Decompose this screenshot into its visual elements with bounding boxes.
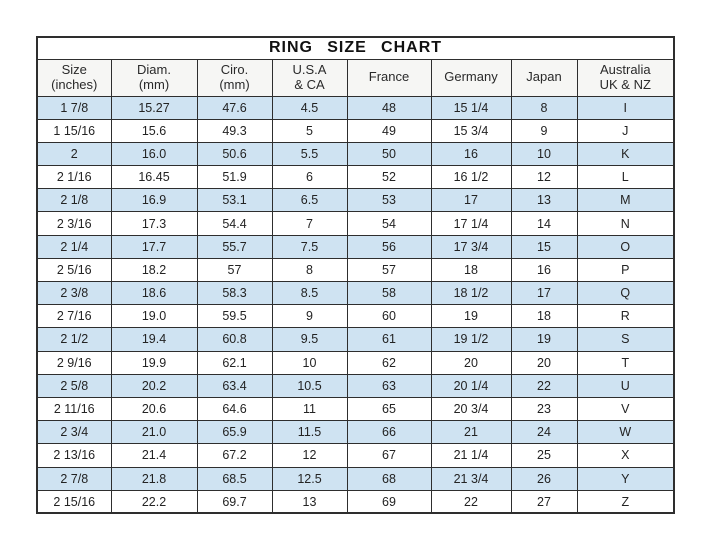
cell-size: 2 5/8 [37,374,111,397]
cell-size: 2 3/8 [37,282,111,305]
column-header-label: (mm) [219,76,250,92]
cell-germany: 21 3/4 [431,467,511,490]
cell-ciro: 59.5 [197,305,272,328]
cell-aus: Z [577,490,674,513]
column-header-label: Diam. [137,61,171,77]
cell-diam: 21.8 [111,467,197,490]
cell-germany: 15 3/4 [431,119,511,142]
cell-usa: 9.5 [272,328,347,351]
cell-diam: 21.4 [111,444,197,467]
column-header-label: Australia [599,61,651,77]
cell-germany: 18 [431,258,511,281]
cell-size: 2 7/8 [37,467,111,490]
cell-size: 2 1/4 [37,235,111,258]
cell-germany: 17 [431,189,511,212]
cell-france: 49 [347,119,431,142]
cell-france: 68 [347,467,431,490]
cell-size: 1 7/8 [37,96,111,119]
table-body [37,96,674,513]
cell-size: 2 1/2 [37,328,111,351]
cell-aus: O [577,235,674,258]
cell-aus: U [577,374,674,397]
cell-aus: S [577,328,674,351]
cell-ciro: 68.5 [197,467,272,490]
column-header-label: UK & NZ [599,76,651,92]
cell-germany: 21 1/4 [431,444,511,467]
cell-aus: K [577,142,674,165]
table-row [37,166,674,189]
cell-france: 53 [347,189,431,212]
page-title: RING SIZE CHART [37,37,674,59]
cell-size: 1 15/16 [37,119,111,142]
table-row [37,212,674,235]
table-row [37,421,674,444]
cell-france: 58 [347,282,431,305]
cell-usa: 13 [272,490,347,513]
cell-japan: 17 [511,282,577,305]
cell-diam: 15.6 [111,119,197,142]
cell-size: 2 7/16 [37,305,111,328]
cell-ciro: 64.6 [197,397,272,420]
column-header-label: U.S.A [292,61,327,77]
cell-size: 2 1/8 [37,189,111,212]
cell-france: 52 [347,166,431,189]
cell-germany: 19 1/2 [431,328,511,351]
cell-diam: 20.2 [111,374,197,397]
cell-size: 2 3/16 [37,212,111,235]
table-row [37,305,674,328]
ring-size-chart [36,36,673,514]
column-header-size [37,59,111,96]
cell-size: 2 13/16 [37,444,111,467]
column-header-label: (mm) [138,76,170,92]
cell-diam: 17.7 [111,235,197,258]
cell-aus: T [577,351,674,374]
cell-usa: 5 [272,119,347,142]
cell-germany: 17 3/4 [431,235,511,258]
cell-japan: 9 [511,119,577,142]
cell-size: 2 1/16 [37,166,111,189]
cell-diam: 18.6 [111,282,197,305]
cell-france: 54 [347,212,431,235]
cell-japan: 13 [511,189,577,212]
column-header-label: Size [61,61,87,77]
ring-size-table [36,36,675,514]
cell-germany: 22 [431,490,511,513]
header-row [37,59,674,96]
cell-germany: 20 1/4 [431,374,511,397]
cell-france: 62 [347,351,431,374]
cell-japan: 22 [511,374,577,397]
cell-usa: 6 [272,166,347,189]
cell-aus: X [577,444,674,467]
table-row [37,119,674,142]
cell-usa: 8.5 [272,282,347,305]
cell-ciro: 55.7 [197,235,272,258]
cell-usa: 12 [272,444,347,467]
table-row [37,142,674,165]
column-header-japan [511,59,577,96]
column-header-ciro [197,59,272,96]
cell-diam: 17.3 [111,212,197,235]
column-header-label: Germany [444,69,498,85]
cell-aus: J [577,119,674,142]
table-row [37,467,674,490]
cell-usa: 11.5 [272,421,347,444]
cell-ciro: 65.9 [197,421,272,444]
cell-ciro: 57 [197,258,272,281]
cell-diam: 16.45 [111,166,197,189]
cell-usa: 11 [272,397,347,420]
table-row [37,235,674,258]
cell-france: 69 [347,490,431,513]
cell-japan: 10 [511,142,577,165]
cell-germany: 20 [431,351,511,374]
cell-aus: R [577,305,674,328]
table-row [37,282,674,305]
cell-size: 2 15/16 [37,490,111,513]
table-row [37,374,674,397]
cell-germany: 20 3/4 [431,397,511,420]
cell-japan: 16 [511,258,577,281]
cell-aus: I [577,96,674,119]
cell-germany: 21 [431,421,511,444]
cell-usa: 12.5 [272,467,347,490]
cell-germany: 17 1/4 [431,212,511,235]
column-header-france [347,59,431,96]
cell-japan: 27 [511,490,577,513]
cell-usa: 4.5 [272,96,347,119]
cell-diam: 22.2 [111,490,197,513]
cell-usa: 5.5 [272,142,347,165]
cell-germany: 18 1/2 [431,282,511,305]
cell-usa: 6.5 [272,189,347,212]
cell-usa: 10.5 [272,374,347,397]
cell-size: 2 [37,142,111,165]
cell-ciro: 67.2 [197,444,272,467]
cell-france: 56 [347,235,431,258]
cell-diam: 16.9 [111,189,197,212]
cell-diam: 21.0 [111,421,197,444]
cell-germany: 16 1/2 [431,166,511,189]
cell-aus: L [577,166,674,189]
cell-ciro: 62.1 [197,351,272,374]
table-row [37,189,674,212]
cell-aus: W [577,421,674,444]
cell-france: 61 [347,328,431,351]
table-row [37,328,674,351]
cell-japan: 14 [511,212,577,235]
cell-ciro: 63.4 [197,374,272,397]
cell-ciro: 60.8 [197,328,272,351]
cell-size: 2 3/4 [37,421,111,444]
cell-germany: 15 1/4 [431,96,511,119]
cell-diam: 19.4 [111,328,197,351]
cell-usa: 8 [272,258,347,281]
cell-size: 2 5/16 [37,258,111,281]
column-header-label: & CA [294,76,325,92]
cell-france: 48 [347,96,431,119]
cell-japan: 26 [511,467,577,490]
table-row [37,490,674,513]
cell-diam: 20.6 [111,397,197,420]
column-header-label: France [368,69,410,85]
cell-germany: 19 [431,305,511,328]
cell-france: 50 [347,142,431,165]
column-header-label: Japan [526,69,562,85]
cell-diam: 18.2 [111,258,197,281]
cell-usa: 9 [272,305,347,328]
cell-diam: 15.27 [111,96,197,119]
column-header-diam [111,59,197,96]
cell-usa: 7.5 [272,235,347,258]
cell-ciro: 54.4 [197,212,272,235]
cell-ciro: 53.1 [197,189,272,212]
cell-france: 66 [347,421,431,444]
cell-japan: 18 [511,305,577,328]
cell-aus: Y [577,467,674,490]
cell-france: 63 [347,374,431,397]
cell-france: 60 [347,305,431,328]
cell-aus: P [577,258,674,281]
cell-ciro: 51.9 [197,166,272,189]
cell-usa: 10 [272,351,347,374]
column-header-germany [431,59,511,96]
cell-france: 67 [347,444,431,467]
cell-aus: M [577,189,674,212]
cell-japan: 25 [511,444,577,467]
cell-japan: 19 [511,328,577,351]
cell-france: 57 [347,258,431,281]
cell-ciro: 49.3 [197,119,272,142]
column-header-aus [577,59,674,96]
table-row [37,258,674,281]
cell-aus: N [577,212,674,235]
table-row [37,351,674,374]
cell-japan: 20 [511,351,577,374]
column-header-usa [272,59,347,96]
cell-diam: 19.0 [111,305,197,328]
cell-germany: 16 [431,142,511,165]
cell-japan: 12 [511,166,577,189]
table-row [37,96,674,119]
cell-size: 2 9/16 [37,351,111,374]
cell-ciro: 50.6 [197,142,272,165]
cell-ciro: 47.6 [197,96,272,119]
cell-diam: 16.0 [111,142,197,165]
cell-usa: 7 [272,212,347,235]
cell-france: 65 [347,397,431,420]
cell-japan: 23 [511,397,577,420]
cell-aus: V [577,397,674,420]
column-header-label: Ciro. [220,61,249,77]
cell-japan: 8 [511,96,577,119]
table-row [37,444,674,467]
cell-japan: 24 [511,421,577,444]
cell-ciro: 58.3 [197,282,272,305]
cell-size: 2 11/16 [37,397,111,420]
column-header-label: (inches) [51,76,98,92]
cell-diam: 19.9 [111,351,197,374]
cell-japan: 15 [511,235,577,258]
title-row [37,37,674,59]
cell-ciro: 69.7 [197,490,272,513]
table-row [37,397,674,420]
cell-aus: Q [577,282,674,305]
